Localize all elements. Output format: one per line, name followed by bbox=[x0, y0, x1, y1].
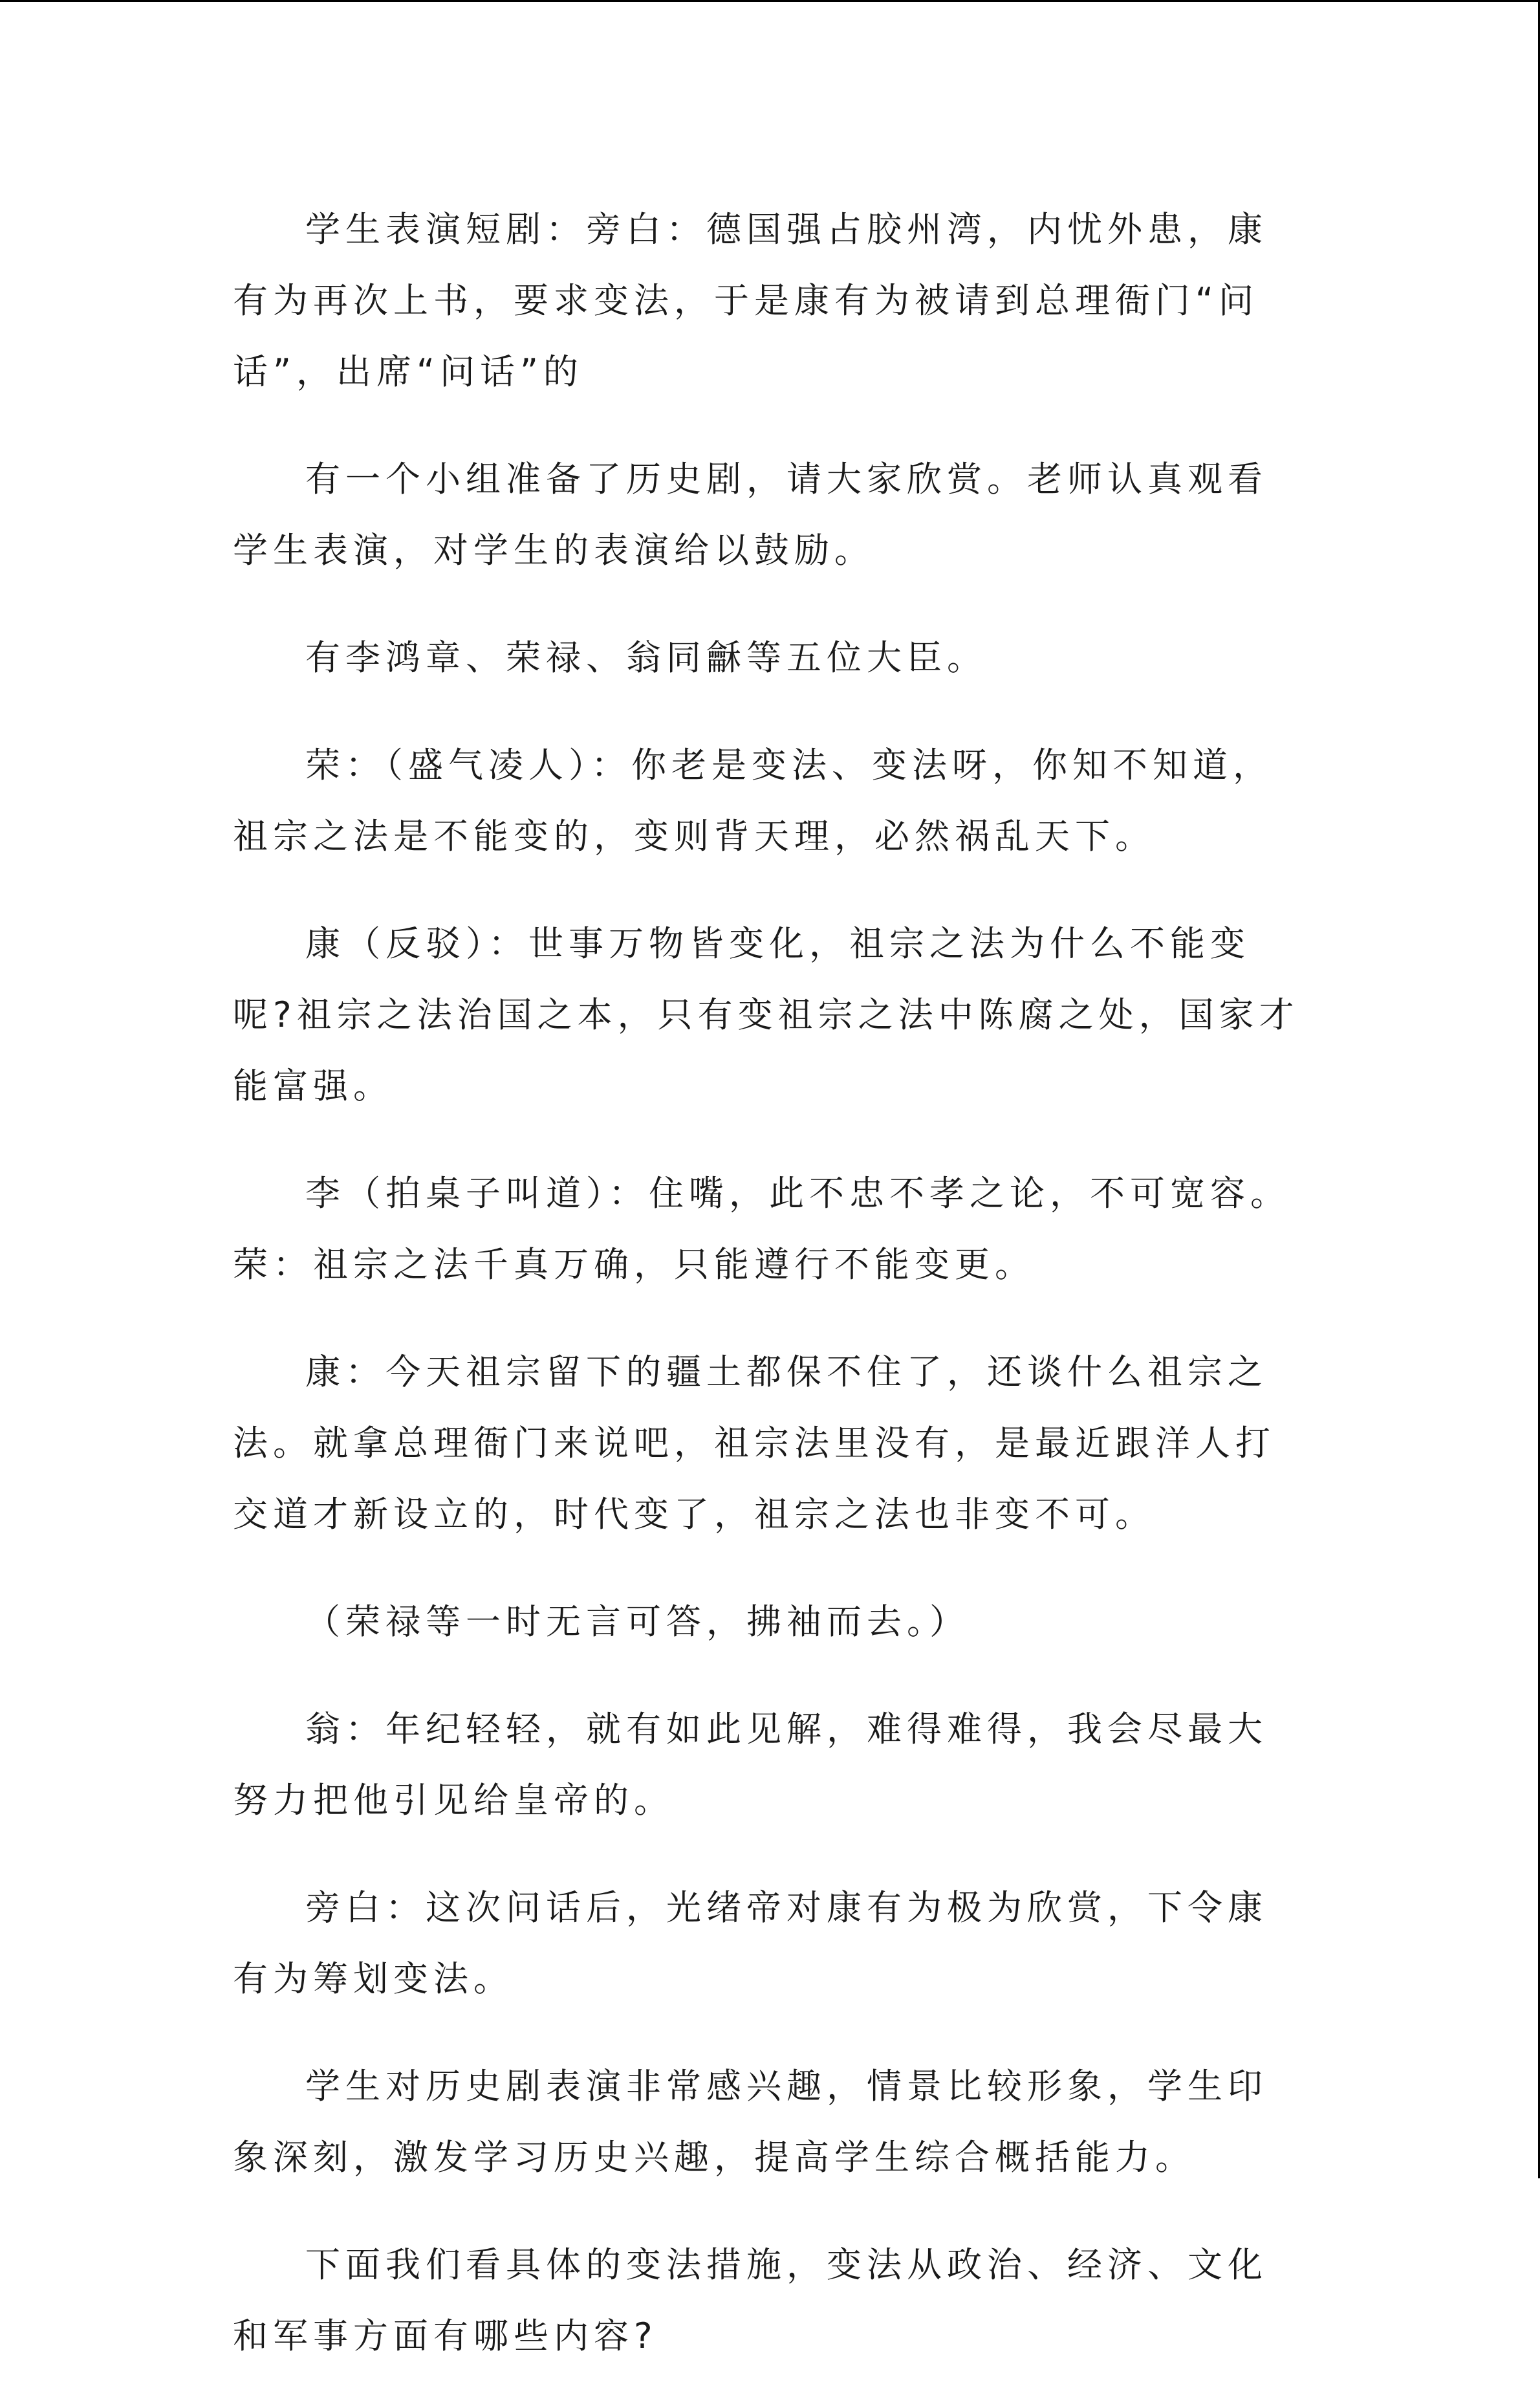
top-border-line bbox=[0, 0, 1540, 2]
paragraph-9: 翁：年纪轻轻，就有如此见解，难得难得，我会尽最大努力把他引见给皇帝的。 bbox=[233, 1709, 1268, 1821]
paragraph-2: 有一个小组准备了历史剧，请大家欣赏。老师认真观看学生表演，对学生的表演给以鼓励。 bbox=[233, 459, 1268, 571]
paragraph-10: 旁白：这次问话后，光绪帝对康有为极为欣赏，下令康有为筹划变法。 bbox=[233, 1887, 1268, 1999]
paragraph-3: 有李鸿章、荣禄、翁同龢等五位大臣。 bbox=[305, 637, 987, 678]
paragraph-4: 荣：（盛气凌人）：你老是变法、变法呀，你知不知道，祖宗之法是不能变的，变则背天理，必然祸乱天下。 bbox=[233, 745, 1273, 857]
paragraph-6: 李（拍桌子叫道）：住嘴，此不忠不孝之论，不可宽容。荣：祖宗之法千真万确，只能遵行不能变更。 bbox=[233, 1173, 1290, 1285]
paragraph-11: 学生对历史剧表演非常感兴趣，情景比较形象，学生印象深刻，激发学习历史兴趣，提高学生综合概括能力。 bbox=[233, 2066, 1268, 2178]
paragraph-5: 康（反驳）：世事万物皆变化，祖宗之法为什么不能变呢?祖宗之法治国之本，只有变祖宗之法中陈腐之处，国家才能富强。 bbox=[233, 923, 1299, 1106]
document-body bbox=[233, 194, 1300, 2408]
paragraph-12: 下面我们看具体的变法措施，变法从政治、经济、文化和军事方面有哪些内容? bbox=[233, 2244, 1268, 2356]
paragraph-8: （荣禄等一时无言可答，拂袖而去。） bbox=[305, 1601, 970, 1642]
paragraph-7: 康：今天祖宗留下的疆土都保不住了，还谈什么祖宗之法。就拿总理衙门来说吧，祖宗法里没有，是最近跟洋人打交道才新设立的，时代变了，祖宗之法也非变不可。 bbox=[233, 1352, 1275, 1535]
paragraph-1: 学生表演短剧：旁白：德国强占胶州湾，内忧外患，康有为再次上书，要求变法，于是康有为被请到总理衙门“问话”，出席“问话”的 bbox=[233, 209, 1268, 392]
